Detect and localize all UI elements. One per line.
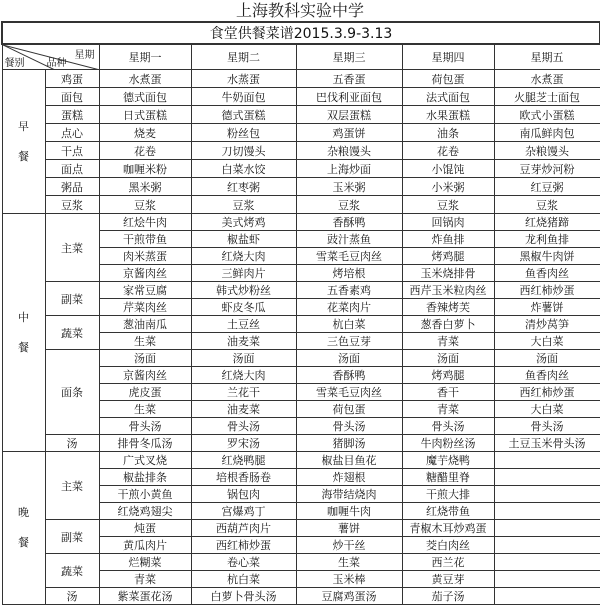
dish-cell: 黑米粥: [99, 178, 191, 196]
dish-cell: 豆浆: [191, 196, 296, 214]
category-cell: 主菜: [45, 452, 99, 520]
category-cell: 豆浆: [45, 196, 99, 214]
dish-cell: 豆浆: [494, 196, 600, 214]
dish-cell: 咖喱牛肉: [296, 503, 402, 520]
dish-cell: 骨头汤: [402, 418, 494, 435]
dish-cell: 兰花干: [191, 384, 296, 401]
dish-cell: 德式面包: [99, 88, 191, 106]
category-cell: 主菜: [45, 214, 99, 282]
dish-cell: 土豆丝: [191, 316, 296, 333]
dish-cell: 红豆粥: [494, 178, 600, 196]
dish-cell: 排骨冬瓜汤: [99, 435, 191, 452]
category-cell: 副菜: [45, 282, 99, 316]
dish-cell: 红烧带鱼: [402, 503, 494, 520]
category-cell: 汤: [45, 435, 99, 452]
dish-cell: 油麦菜: [191, 333, 296, 350]
dish-cell: 骨头汤: [191, 418, 296, 435]
dish-cell: 粉丝包: [191, 124, 296, 142]
day-header: 星期一: [99, 44, 191, 70]
dish-cell: 海带结烧肉: [296, 486, 402, 503]
dish-cell: 烤鸡腿: [402, 367, 494, 384]
dish-cell: 五香素鸡: [296, 282, 402, 299]
dish-cell: 龙利鱼排: [494, 231, 600, 248]
dish-cell: 青菜: [402, 401, 494, 418]
meal-name-cell: [2, 452, 45, 605]
table-row: [2, 435, 600, 452]
dish-cell: 鸡蛋饼: [296, 124, 402, 142]
table-row: [2, 124, 600, 142]
dish-cell: 三鲜肉片: [191, 265, 296, 282]
dish-cell: 烧麦: [99, 124, 191, 142]
dish-cell: 汤面: [99, 350, 191, 367]
dish-cell: 杭白菜: [296, 316, 402, 333]
table-row: [2, 554, 600, 571]
dish-cell: 雪菜毛豆肉丝: [296, 384, 402, 401]
table-row: [2, 160, 600, 178]
dish-cell: 玉米棒: [296, 571, 402, 588]
dish-cell: [494, 486, 600, 503]
table-row: [2, 520, 600, 537]
dish-cell: 水果蛋糕: [402, 106, 494, 124]
dish-cell: 猪脚汤: [296, 435, 402, 452]
meal-name-cell: [2, 214, 45, 452]
dish-cell: 牛奶面包: [191, 88, 296, 106]
menu-subtitle: 食堂供餐菜谱2015.3.9-3.13: [2, 22, 600, 44]
dish-cell: 西芹玉米粒肉丝: [402, 282, 494, 299]
dish-cell: 芹菜肉丝: [99, 299, 191, 316]
dish-cell: 日式蛋糕: [99, 106, 191, 124]
dish-cell: [494, 452, 600, 469]
dish-cell: 紫菜蛋花汤: [99, 588, 191, 605]
dish-cell: 卷心菜: [191, 554, 296, 571]
dish-cell: [494, 469, 600, 486]
dish-cell: 骨头汤: [494, 418, 600, 435]
category-cell: 鸡蛋: [45, 70, 99, 88]
dish-cell: 玉米烧排骨: [402, 265, 494, 282]
dish-cell: 法式面包: [402, 88, 494, 106]
dish-cell: 五香蛋: [296, 70, 402, 88]
dish-cell: 水煮蛋: [99, 70, 191, 88]
dish-cell: 黄瓜肉片: [99, 537, 191, 554]
dish-cell: 火腿芝士面包: [494, 88, 600, 106]
meal-name-cell: [2, 70, 45, 214]
dish-cell: 豆芽炒河粉: [494, 160, 600, 178]
dish-cell: 韩式炒粉丝: [191, 282, 296, 299]
dish-cell: 刀切馒头: [191, 142, 296, 160]
table-row: [2, 214, 600, 231]
dish-cell: 家常豆腐: [99, 282, 191, 299]
dish-cell: 虾皮冬瓜: [191, 299, 296, 316]
table-row: [2, 88, 600, 106]
table-row: [2, 452, 600, 469]
dish-cell: 荷包蛋: [296, 401, 402, 418]
dish-cell: 京酱肉丝: [99, 265, 191, 282]
day-header: 星期五: [494, 44, 600, 70]
dish-cell: 三色豆芽: [296, 333, 402, 350]
category-cell: 点心: [45, 124, 99, 142]
dish-cell: 黄豆芽: [402, 571, 494, 588]
dish-cell: 宫爆鸡丁: [191, 503, 296, 520]
dish-cell: [494, 571, 600, 588]
dish-cell: 京酱肉丝: [99, 367, 191, 384]
school-title: 上海教科实验中学: [235, 1, 364, 20]
dish-cell: 水蒸蛋: [191, 70, 296, 88]
dish-cell: 茄子汤: [402, 588, 494, 605]
dish-cell: 青菜: [402, 333, 494, 350]
dish-cell: 欧式小蛋糕: [494, 106, 600, 124]
dish-cell: [494, 537, 600, 554]
dish-cell: 糖醋里脊: [402, 469, 494, 486]
dish-cell: 油麦菜: [191, 401, 296, 418]
meal-name-char: 早: [18, 119, 29, 133]
dish-cell: 生菜: [296, 554, 402, 571]
dish-cell: 干煎大排: [402, 486, 494, 503]
dish-cell: 骨头汤: [296, 418, 402, 435]
table-row: [2, 142, 600, 160]
dish-cell: 椒盐虾: [191, 231, 296, 248]
dish-cell: 炸翅根: [296, 469, 402, 486]
dish-cell: 德式蛋糕: [191, 106, 296, 124]
meal-name-char: 餐: [18, 149, 29, 163]
category-cell: 蔬菜: [45, 554, 99, 588]
table-row: [2, 70, 600, 88]
table-row: [2, 178, 600, 196]
dish-cell: 小馄饨: [402, 160, 494, 178]
dish-cell: 南瓜鲜肉包: [494, 124, 600, 142]
day-header: 星期二: [191, 44, 296, 70]
dish-cell: 红烩牛肉: [99, 214, 191, 231]
dish-cell: 土豆玉米骨头汤: [494, 435, 600, 452]
meal-name-char: 中: [18, 310, 29, 324]
dish-cell: 杂粮馒头: [296, 142, 402, 160]
dish-cell: 生菜: [99, 333, 191, 350]
dish-cell: 虎皮蛋: [99, 384, 191, 401]
dish-cell: [494, 588, 600, 605]
category-cell: 蔬菜: [45, 316, 99, 350]
category-cell: 面条: [45, 350, 99, 435]
dish-cell: 花菜肉片: [296, 299, 402, 316]
table-row: [2, 350, 600, 367]
category-cell: 汤: [45, 588, 99, 605]
dish-cell: 豆浆: [99, 196, 191, 214]
category-cell: 副菜: [45, 520, 99, 554]
dish-cell: 上海炒面: [296, 160, 402, 178]
dish-cell: 花卷: [402, 142, 494, 160]
category-cell: 干点: [45, 142, 99, 160]
dish-cell: 汤面: [402, 350, 494, 367]
dish-cell: 玉米粥: [296, 178, 402, 196]
dish-cell: 青菜: [99, 571, 191, 588]
variety-label: 品种: [46, 58, 67, 69]
dish-cell: 豉汁蒸鱼: [296, 231, 402, 248]
dish-cell: 西红柿炒蛋: [494, 384, 600, 401]
dish-cell: 西兰花: [402, 554, 494, 571]
dish-cell: 美式烤鸡: [191, 214, 296, 231]
dish-cell: 干煎带鱼: [99, 231, 191, 248]
dish-cell: 白菜水饺: [191, 160, 296, 178]
dish-cell: [494, 520, 600, 537]
dish-cell: 肉米蒸蛋: [99, 248, 191, 265]
dish-cell: 杂粮馒头: [494, 142, 600, 160]
dish-cell: 花卷: [99, 142, 191, 160]
dish-cell: [494, 503, 600, 520]
dish-cell: 鱼香肉丝: [494, 265, 600, 282]
dish-cell: 巴伐利亚面包: [296, 88, 402, 106]
category-cell: 粥品: [45, 178, 99, 196]
dish-cell: 西红柿炒蛋: [494, 282, 600, 299]
table-row: [2, 316, 600, 333]
dish-cell: 红烧大肉: [191, 367, 296, 384]
dish-cell: 培根香肠卷: [191, 469, 296, 486]
dish-cell: 鱼香肉丝: [494, 367, 600, 384]
meal-label: 餐别: [4, 58, 25, 69]
dish-cell: 青椒木耳炒鸡蛋: [402, 520, 494, 537]
dish-cell: 烂糊菜: [99, 554, 191, 571]
dish-cell: 小米粥: [402, 178, 494, 196]
dish-cell: 牛肉粉丝汤: [402, 435, 494, 452]
dish-cell: 清炒莴笋: [494, 316, 600, 333]
dish-cell: 白萝卜骨头汤: [191, 588, 296, 605]
menu-table: [1, 21, 600, 605]
weekday-label: 星期: [74, 50, 95, 61]
meal-name-char: 餐: [18, 340, 29, 354]
dish-cell: 锅包肉: [191, 486, 296, 503]
day-header: 星期四: [402, 44, 494, 70]
dish-cell: 红烧鸡翅尖: [99, 503, 191, 520]
dish-cell: 咖喱米粉: [99, 160, 191, 178]
dish-cell: 回锅肉: [402, 214, 494, 231]
dish-cell: 生菜: [99, 401, 191, 418]
dish-cell: 黑椒牛肉饼: [494, 248, 600, 265]
category-cell: 蛋糕: [45, 106, 99, 124]
dish-cell: 椒盐目鱼花: [296, 452, 402, 469]
dish-cell: 香酥鸭: [296, 367, 402, 384]
dish-cell: 茭白肉丝: [402, 537, 494, 554]
dish-cell: 炸鱼排: [402, 231, 494, 248]
dish-cell: 魔芋烧鸭: [402, 452, 494, 469]
dish-cell: 红烧鸭腿: [191, 452, 296, 469]
dish-cell: 大白菜: [494, 401, 600, 418]
dish-cell: 汤面: [191, 350, 296, 367]
dish-cell: 罗宋汤: [191, 435, 296, 452]
dish-cell: 香辣烤芙: [402, 299, 494, 316]
dish-cell: 杭白菜: [191, 571, 296, 588]
dish-cell: 西葫芦肉片: [191, 520, 296, 537]
day-header: 星期三: [296, 44, 402, 70]
dish-cell: 豆腐鸡蛋汤: [296, 588, 402, 605]
dish-cell: 荷包蛋: [402, 70, 494, 88]
table-row: [2, 196, 600, 214]
table-row: [2, 282, 600, 299]
dish-cell: 豆浆: [296, 196, 402, 214]
dish-cell: 香干: [402, 384, 494, 401]
category-cell: 面点: [45, 160, 99, 178]
diagonal-header-cell: [2, 44, 99, 70]
dish-cell: 葱香白萝卜: [402, 316, 494, 333]
meal-name-char: 晚: [18, 506, 29, 519]
dish-cell: 汤面: [296, 350, 402, 367]
category-cell: 面包: [45, 88, 99, 106]
dish-cell: 炖蛋: [99, 520, 191, 537]
dish-cell: 红枣粥: [191, 178, 296, 196]
dish-cell: 烤鸡腿: [402, 248, 494, 265]
dish-cell: 红烧大肉: [191, 248, 296, 265]
dish-cell: 骨头汤: [99, 418, 191, 435]
dish-cell: 干煎小黄鱼: [99, 486, 191, 503]
dish-cell: 炸薯饼: [494, 299, 600, 316]
dish-cell: 西红柿炒蛋: [191, 537, 296, 554]
dish-cell: 大白菜: [494, 333, 600, 350]
dish-cell: 烤培根: [296, 265, 402, 282]
meal-name-char: 餐: [18, 536, 29, 549]
dish-cell: 油条: [402, 124, 494, 142]
dish-cell: 豆浆: [402, 196, 494, 214]
dish-cell: 雪菜毛豆肉丝: [296, 248, 402, 265]
dish-cell: [494, 554, 600, 571]
dish-cell: 薯饼: [296, 520, 402, 537]
table-row: [2, 588, 600, 605]
dish-cell: 汤面: [494, 350, 600, 367]
dish-cell: 炒干丝: [296, 537, 402, 554]
dish-cell: 葱油南瓜: [99, 316, 191, 333]
table-row: [2, 106, 600, 124]
dish-cell: 水煮蛋: [494, 70, 600, 88]
dish-cell: 红烧猪蹄: [494, 214, 600, 231]
dish-cell: 椒盐排条: [99, 469, 191, 486]
dish-cell: 双层蛋糕: [296, 106, 402, 124]
dish-cell: 广式叉烧: [99, 452, 191, 469]
dish-cell: 香酥鸭: [296, 214, 402, 231]
